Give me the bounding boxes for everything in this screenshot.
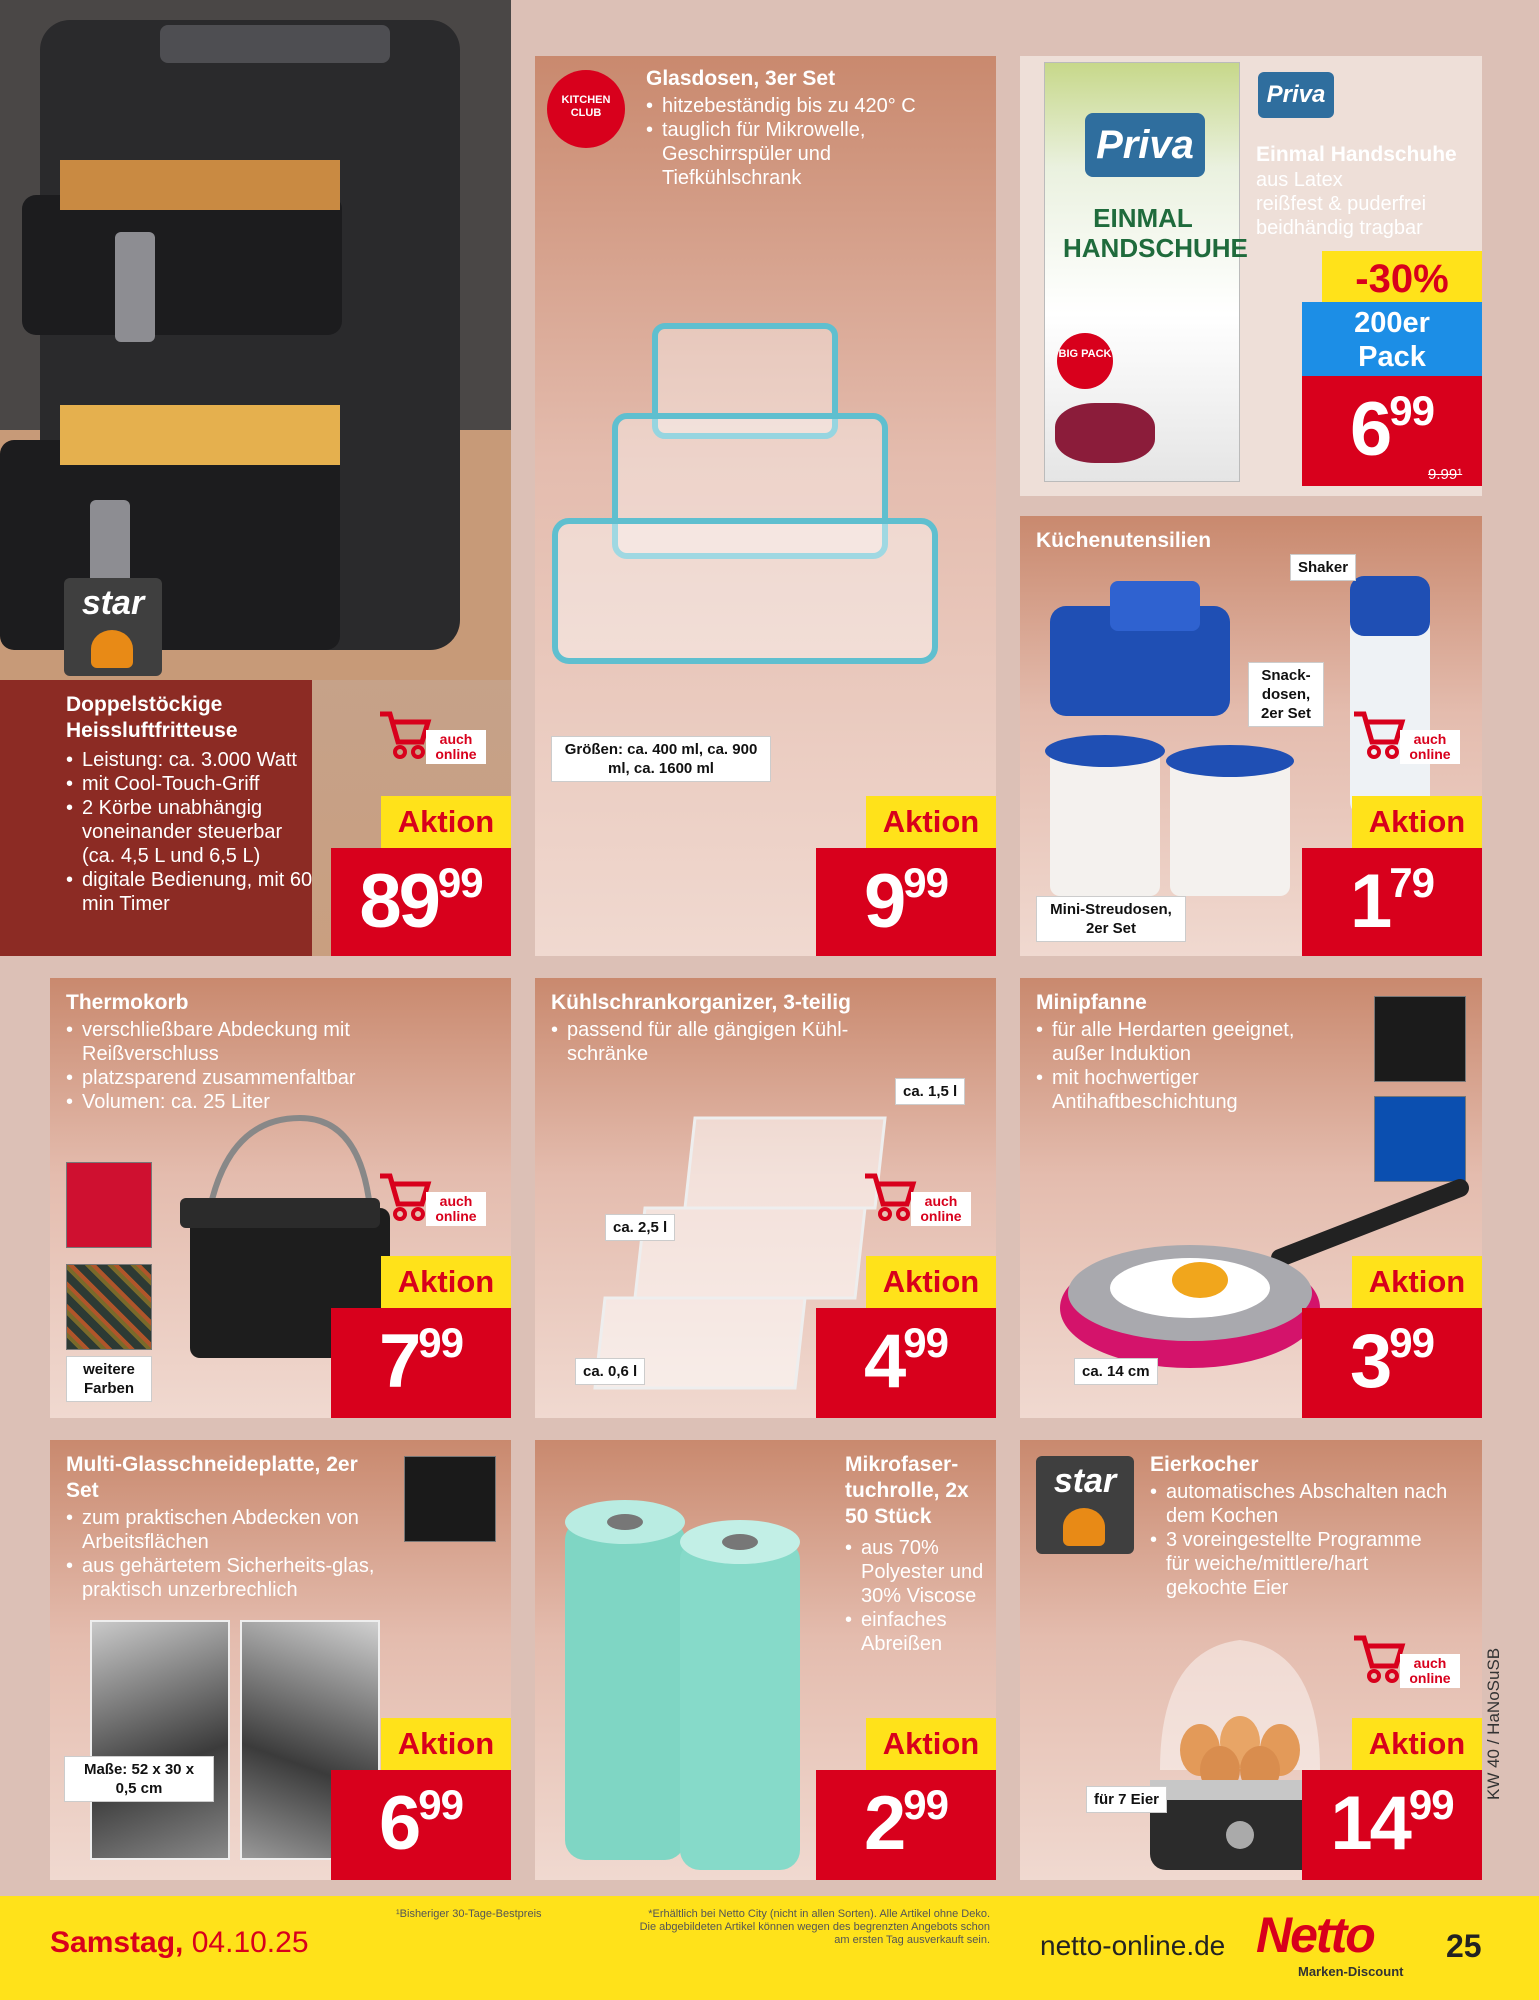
glass-containers-image (545, 306, 985, 676)
price-cents: 99 (437, 859, 483, 906)
price-main: 2 (864, 1781, 904, 1866)
aktion-badge: Aktion (1352, 1718, 1482, 1770)
feature-item: • 2 Körbe unabhängig voneinander steuerbar (ca. 4,5 L und 6,5 L) (66, 796, 316, 868)
sizes-label: Größen: ca. 400 ml, ca. 900 ml, ca. 1600 ml (551, 736, 771, 782)
price-tag (331, 1770, 511, 1880)
discount-badge: -30% (1322, 251, 1482, 307)
price-main: 9 (864, 859, 904, 944)
feature-item: • Leistung: ca. 3.000 Watt (66, 748, 316, 772)
package-brand-logo: Priva (1085, 113, 1205, 177)
price-cents: 99 (1408, 1781, 1454, 1828)
brand-circle-icon (91, 630, 133, 668)
product-title: Kühlschrankorganizer, 3-teilig (551, 991, 851, 1014)
shopping-cart-icon (1350, 706, 1406, 762)
priva-logo: Priva (1258, 72, 1334, 118)
product-features (551, 1018, 851, 1066)
feature-item: reißfest & puderfrei (1256, 193, 1427, 215)
product-card-egg-cooker[interactable] (1020, 1440, 1482, 1880)
online-link[interactable] (1350, 1630, 1460, 1692)
price-cents: 99 (1389, 387, 1434, 434)
online-label: auch online (426, 1192, 486, 1226)
color-swatch-black[interactable] (404, 1456, 496, 1542)
product-title: Einmal Handschuhe (1256, 143, 1457, 166)
date-weekday: Samstag, (50, 1926, 184, 1959)
product-title: Doppelstöckige Heissluftfritteuse (66, 693, 238, 742)
feature-item: • einfaches Abreißen (845, 1608, 985, 1656)
price-main: 3 (1350, 1319, 1390, 1404)
product-title: Glasdosen, 3er Set (646, 67, 836, 90)
price-tag (1302, 1770, 1482, 1880)
feature-item: • automatisches Abschalten nach dem Kochen (1150, 1480, 1450, 1528)
size-label-large: ca. 1,5 l (895, 1078, 965, 1105)
color-swatch-blue[interactable] (1374, 1096, 1466, 1182)
product-features (1256, 168, 1476, 240)
netto-logo[interactable] (1256, 1906, 1424, 1988)
price-cents: 79 (1389, 859, 1434, 906)
aktion-badge: Aktion (866, 1256, 996, 1308)
microfiber-roll-image (555, 1480, 815, 1880)
price-main: 4 (864, 1319, 904, 1404)
price-tag (816, 848, 996, 956)
shopping-cart-icon (861, 1168, 917, 1224)
aktion-badge: Aktion (381, 1256, 511, 1308)
cutting-board-1 (90, 1620, 230, 1860)
calendar-week-code: KW 40 / HaNoSuSB (1484, 1647, 1503, 1800)
netto-logo-text: Netto (1256, 1907, 1374, 1963)
offer-date (50, 1926, 309, 1960)
product-title: Mikrofaser-tuchrolle, 2x 50 Stück (845, 1453, 969, 1528)
product-card-glass-containers[interactable] (535, 56, 996, 956)
price-tag (331, 848, 511, 956)
price-main: 6 (379, 1781, 419, 1866)
product-features (1036, 1018, 1306, 1114)
star-brand-logo: star (1036, 1456, 1134, 1554)
pack-size-badge: 200er Pack (1302, 302, 1482, 376)
price-main: 6 (1350, 387, 1390, 472)
feature-item: • 3 voreingestellte Programme für weiche/mittlere/hart gekochte Eier (1150, 1528, 1450, 1600)
product-features (66, 1506, 386, 1602)
shaker-label: Shaker (1290, 554, 1356, 581)
online-link[interactable] (1350, 706, 1460, 768)
product-card-microfiber-roll[interactable] (535, 1440, 996, 1880)
product-card-mini-pan[interactable] (1020, 978, 1482, 1418)
color-swatch-red[interactable] (66, 1162, 152, 1248)
mini-shaker-label: Mini-Streudosen, 2er Set (1036, 896, 1186, 942)
product-title: Minipfanne (1036, 991, 1147, 1014)
size-label-small: ca. 0,6 l (575, 1358, 645, 1385)
product-features (845, 1536, 985, 1656)
product-title: Thermokorb (66, 991, 189, 1014)
product-card-kitchen-utensils[interactable] (1020, 516, 1482, 956)
footnote-bestprice: ¹Bisheriger 30-Tage-Bestpreis (396, 1908, 542, 1920)
more-colors-label: weitere Farben (66, 1356, 152, 1402)
shopping-cart-icon (376, 706, 432, 762)
snack-box-label: Snack-dosen, 2er Set (1248, 662, 1324, 727)
feature-item: • für alle Herdarten geeignet, außer Induktion (1036, 1018, 1306, 1066)
feature-item: • tauglich für Mikrowelle, Geschirrspüler und Tiefkühlschrank (646, 118, 966, 190)
product-card-glass-cutting-board[interactable] (50, 1440, 511, 1880)
price-cents: 99 (903, 1781, 948, 1828)
page-number: 25 (1446, 1928, 1482, 1964)
shopping-cart-icon (1350, 1630, 1406, 1686)
product-title: Multi-Glasschneideplatte, 2er Set (66, 1453, 358, 1502)
product-card-fridge-organizer[interactable] (535, 978, 996, 1418)
online-label: auch online (426, 730, 486, 764)
feature-item: • passend für alle gängigen Kühl-schränke (551, 1018, 851, 1066)
feature-item: • verschließbare Abdeckung mit Reißverschluss (66, 1018, 396, 1066)
kitchen-club-logo: KITCHEN CLUB (547, 70, 625, 148)
color-swatch-pattern[interactable] (66, 1264, 152, 1350)
price-main: 1 (1350, 859, 1390, 944)
product-card-airfryer[interactable] (0, 0, 511, 956)
beet-decoration (1055, 403, 1155, 463)
shopping-cart-icon (376, 1168, 432, 1224)
footnote-availability: *Erhältlich bei Netto City (nicht in allen Sorten). Alle Artikel ohne Deko. Die abgebildeten Artikel können wegen des begrenzten Angebots schon am ersten Tag ausverkauft sein. (639, 1908, 990, 1946)
feature-item: aus Latex (1256, 169, 1343, 191)
feature-item: • aus gehärtetem Sicherheits-glas, praktisch unzerbrechlich (66, 1554, 386, 1602)
feature-item: • Volumen: ca. 25 Liter (66, 1090, 396, 1114)
price-main: 89 (359, 859, 438, 944)
pan-size-label: ca. 14 cm (1074, 1358, 1158, 1385)
price-tag (816, 1770, 996, 1880)
product-features (1150, 1480, 1450, 1600)
price-tag (1302, 848, 1482, 956)
netto-logo-subtitle: Marken-Discount (1298, 1964, 1404, 1979)
price-main: 7 (379, 1319, 419, 1404)
aktion-badge: Aktion (866, 1718, 996, 1770)
aktion-badge: Aktion (1352, 1256, 1482, 1308)
price-cents: 99 (418, 1319, 463, 1366)
price-cents: 99 (1389, 1319, 1434, 1366)
color-swatch-black[interactable] (1374, 996, 1466, 1082)
aktion-badge: Aktion (1352, 796, 1482, 848)
big-pack-badge: BIG PACK (1057, 333, 1113, 389)
price-cents: 99 (903, 1319, 948, 1366)
price-cents: 99 (903, 859, 948, 906)
online-link[interactable] (376, 706, 486, 768)
feature-item: • digitale Bedienung, mit 60 min Timer (66, 868, 316, 916)
feature-item: • mit hochwertiger Antihaftbeschichtung (1036, 1066, 1306, 1114)
aktion-badge: Aktion (866, 796, 996, 848)
feature-item: • zum praktischen Abdecken von Arbeitsflächen (66, 1506, 386, 1554)
price-tag (1302, 1308, 1482, 1418)
old-price: 9.99¹ (1428, 466, 1463, 483)
feature-item: • mit Cool-Touch-Griff (66, 772, 316, 796)
price-tag (816, 1308, 996, 1418)
website-link[interactable]: netto-online.de (1040, 1930, 1226, 1961)
product-features (646, 94, 966, 190)
feature-item: beidhändig tragbar (1256, 217, 1423, 239)
online-link[interactable] (861, 1168, 971, 1230)
product-title: Küchenutensilien (1036, 529, 1212, 552)
feature-item: • aus 70% Polyester und 30% Viscose (845, 1536, 985, 1608)
feature-item: • hitzebeständig bis zu 420° C (646, 94, 966, 118)
size-label-xl: ca. 2,5 l (605, 1214, 675, 1241)
egg-capacity-label: für 7 Eier (1086, 1786, 1167, 1813)
brand-circle-icon (1063, 1508, 1105, 1546)
online-link[interactable] (376, 1168, 486, 1230)
price-cents: 99 (418, 1781, 463, 1828)
feature-item: • platzsparend zusammenfaltbar (66, 1066, 396, 1090)
dimensions-label: Maße: 52 x 30 x 0,5 cm (64, 1756, 214, 1802)
online-label: auch online (911, 1192, 971, 1226)
footer-bar (0, 1896, 1539, 2000)
price-main: 14 (1330, 1781, 1409, 1866)
online-label: auch online (1400, 730, 1460, 764)
aktion-badge: Aktion (381, 1718, 511, 1770)
star-brand-logo: star (64, 578, 162, 676)
product-features (66, 748, 316, 916)
aktion-badge: Aktion (381, 796, 511, 848)
price-tag (331, 1308, 511, 1418)
package-title: EINMAL HANDSCHUHE (1063, 203, 1248, 263)
product-card-cooler-basket[interactable] (50, 978, 511, 1418)
product-title: Eierkocher (1150, 1453, 1259, 1476)
glove-package-image (1044, 62, 1248, 482)
date-value: 04.10.25 (191, 1926, 309, 1959)
online-label: auch online (1400, 1654, 1460, 1688)
product-card-gloves[interactable] (1020, 56, 1482, 496)
